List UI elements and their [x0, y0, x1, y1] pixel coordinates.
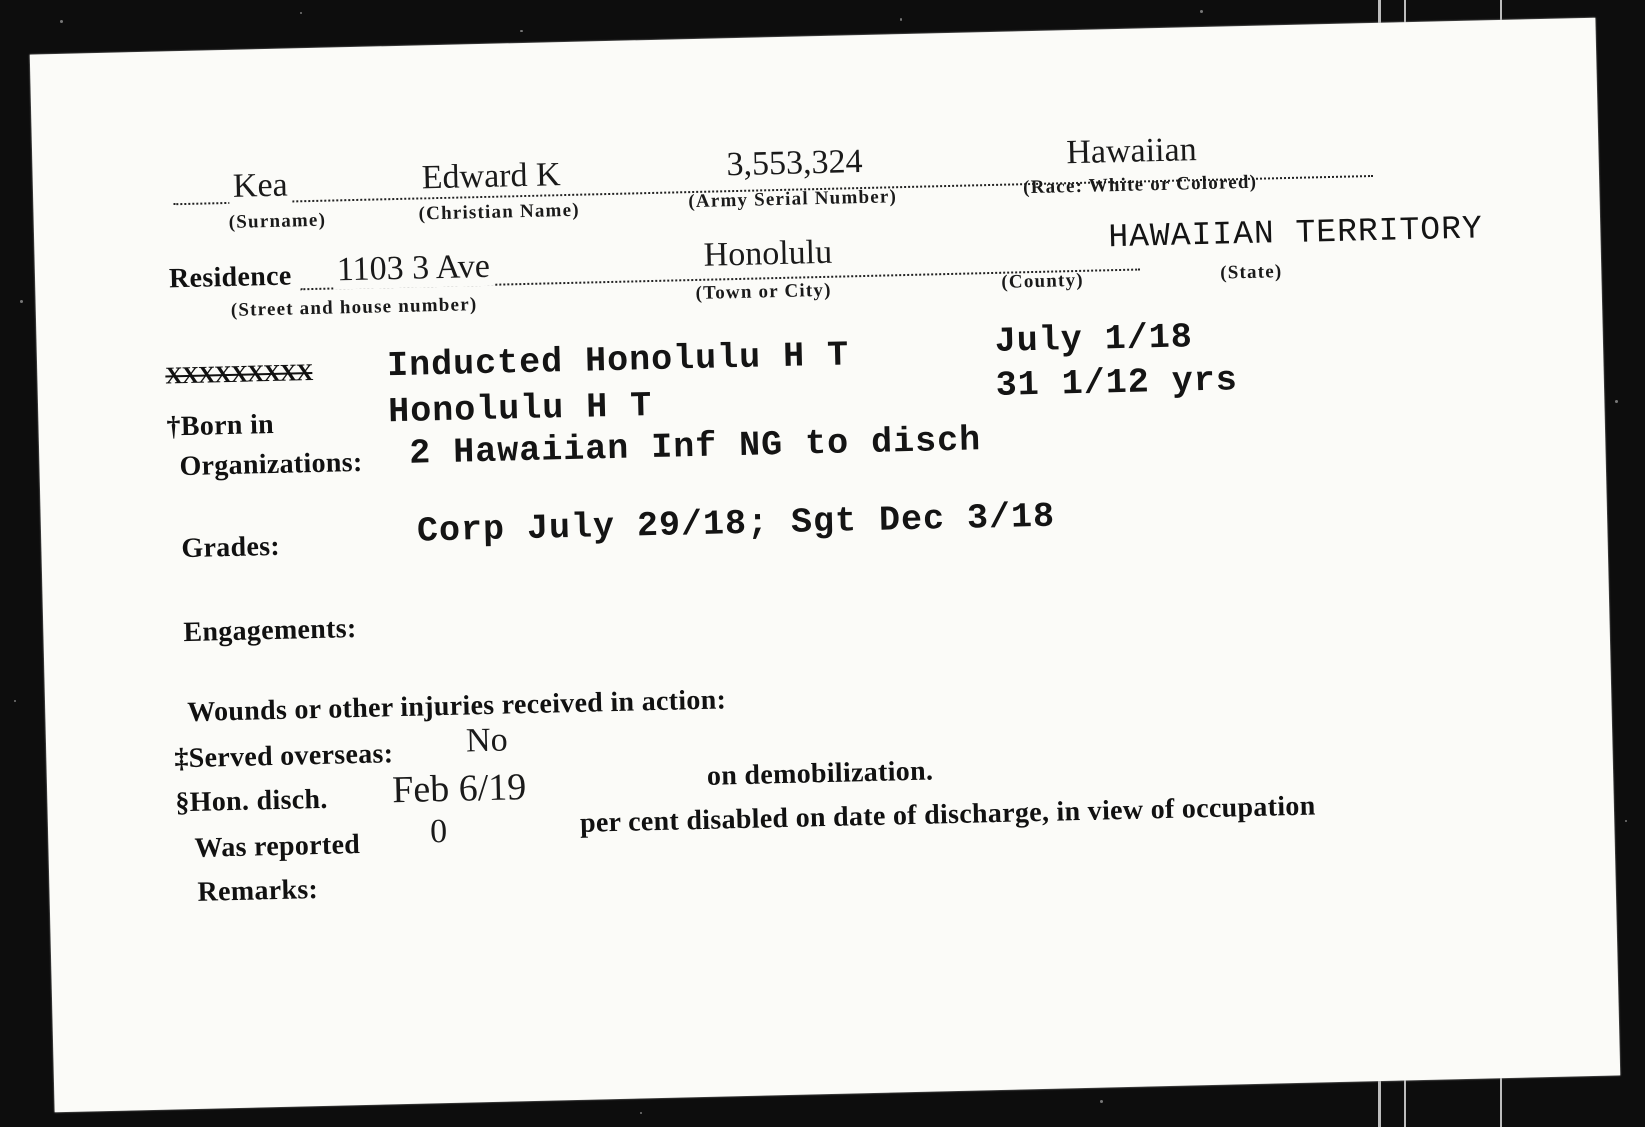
scan-speck [300, 12, 302, 14]
scan-speck [14, 700, 16, 702]
scan-speck [20, 300, 23, 303]
organizations-value: 2 Hawaiian Inf NG to disch [408, 420, 982, 474]
race-caption: (Race: White or Colored) [1022, 171, 1258, 199]
engagements-label: Engagements: [183, 613, 357, 649]
served-overseas-value: No [465, 721, 509, 760]
surname-caption: (Surname) [228, 209, 327, 233]
age-value: 31 1/12 yrs [995, 360, 1239, 406]
born-in-label: †Born in [166, 408, 275, 443]
disabled-percent-value: 0 [429, 812, 448, 851]
inducted-value: Inducted Honolulu H T [386, 335, 850, 387]
grades-value: Corp July 29/18; Sgt Dec 3/18 [416, 496, 1056, 552]
demobilization-text: on demobilization. [706, 755, 934, 792]
disabled-text: per cent disabled on date of discharge, in view of occupation [579, 790, 1316, 839]
enlisted-label-struck: XXXXXXXXX [165, 360, 313, 390]
state-caption: (State) [1219, 261, 1283, 284]
organizations-label: Organizations: [179, 446, 363, 483]
scan-speck [1100, 1100, 1103, 1103]
christian-name-caption: (Christian Name) [418, 199, 580, 225]
town-caption: (Town or City) [695, 279, 832, 304]
scan-speck [1615, 400, 1618, 403]
scan-speck [60, 20, 63, 23]
street-value: 1103 3 Ave [332, 248, 494, 290]
wounds-label: Wounds or other injuries received in action: [186, 684, 727, 729]
hon-disch-label: §Hon. disch. [175, 783, 328, 819]
reported-label: Was reported [194, 829, 361, 864]
race-value: Hawaiian [1062, 131, 1201, 172]
hon-disch-date-value: Feb 6/19 [391, 766, 527, 812]
service-record-card [30, 18, 1620, 1113]
residence-label: Residence [169, 260, 296, 295]
christian-name-value: Edward K [417, 156, 565, 197]
serial-number-caption: (Army Serial Number) [688, 186, 898, 213]
street-caption: (Street and house number) [230, 294, 478, 321]
state-value: HAWAIIAN TERRITORY [1104, 210, 1487, 256]
born-in-value: Honolulu H T [387, 386, 653, 433]
scan-speck [1200, 10, 1203, 13]
scan-speck [520, 30, 523, 32]
scan-speck [640, 1112, 642, 1114]
serial-number-value: 3,553,324 [722, 143, 867, 184]
surname-value: Kea [228, 166, 292, 205]
remarks-label: Remarks: [197, 874, 319, 908]
scan-speck [900, 18, 902, 21]
grades-label: Grades: [181, 530, 281, 565]
scan-speck [1625, 820, 1627, 822]
served-overseas-label: ‡Served overseas: [174, 738, 394, 775]
county-caption: (County) [1001, 269, 1085, 293]
town-value: Honolulu [699, 234, 836, 275]
inducted-date-value: July 1/18 [994, 317, 1194, 362]
